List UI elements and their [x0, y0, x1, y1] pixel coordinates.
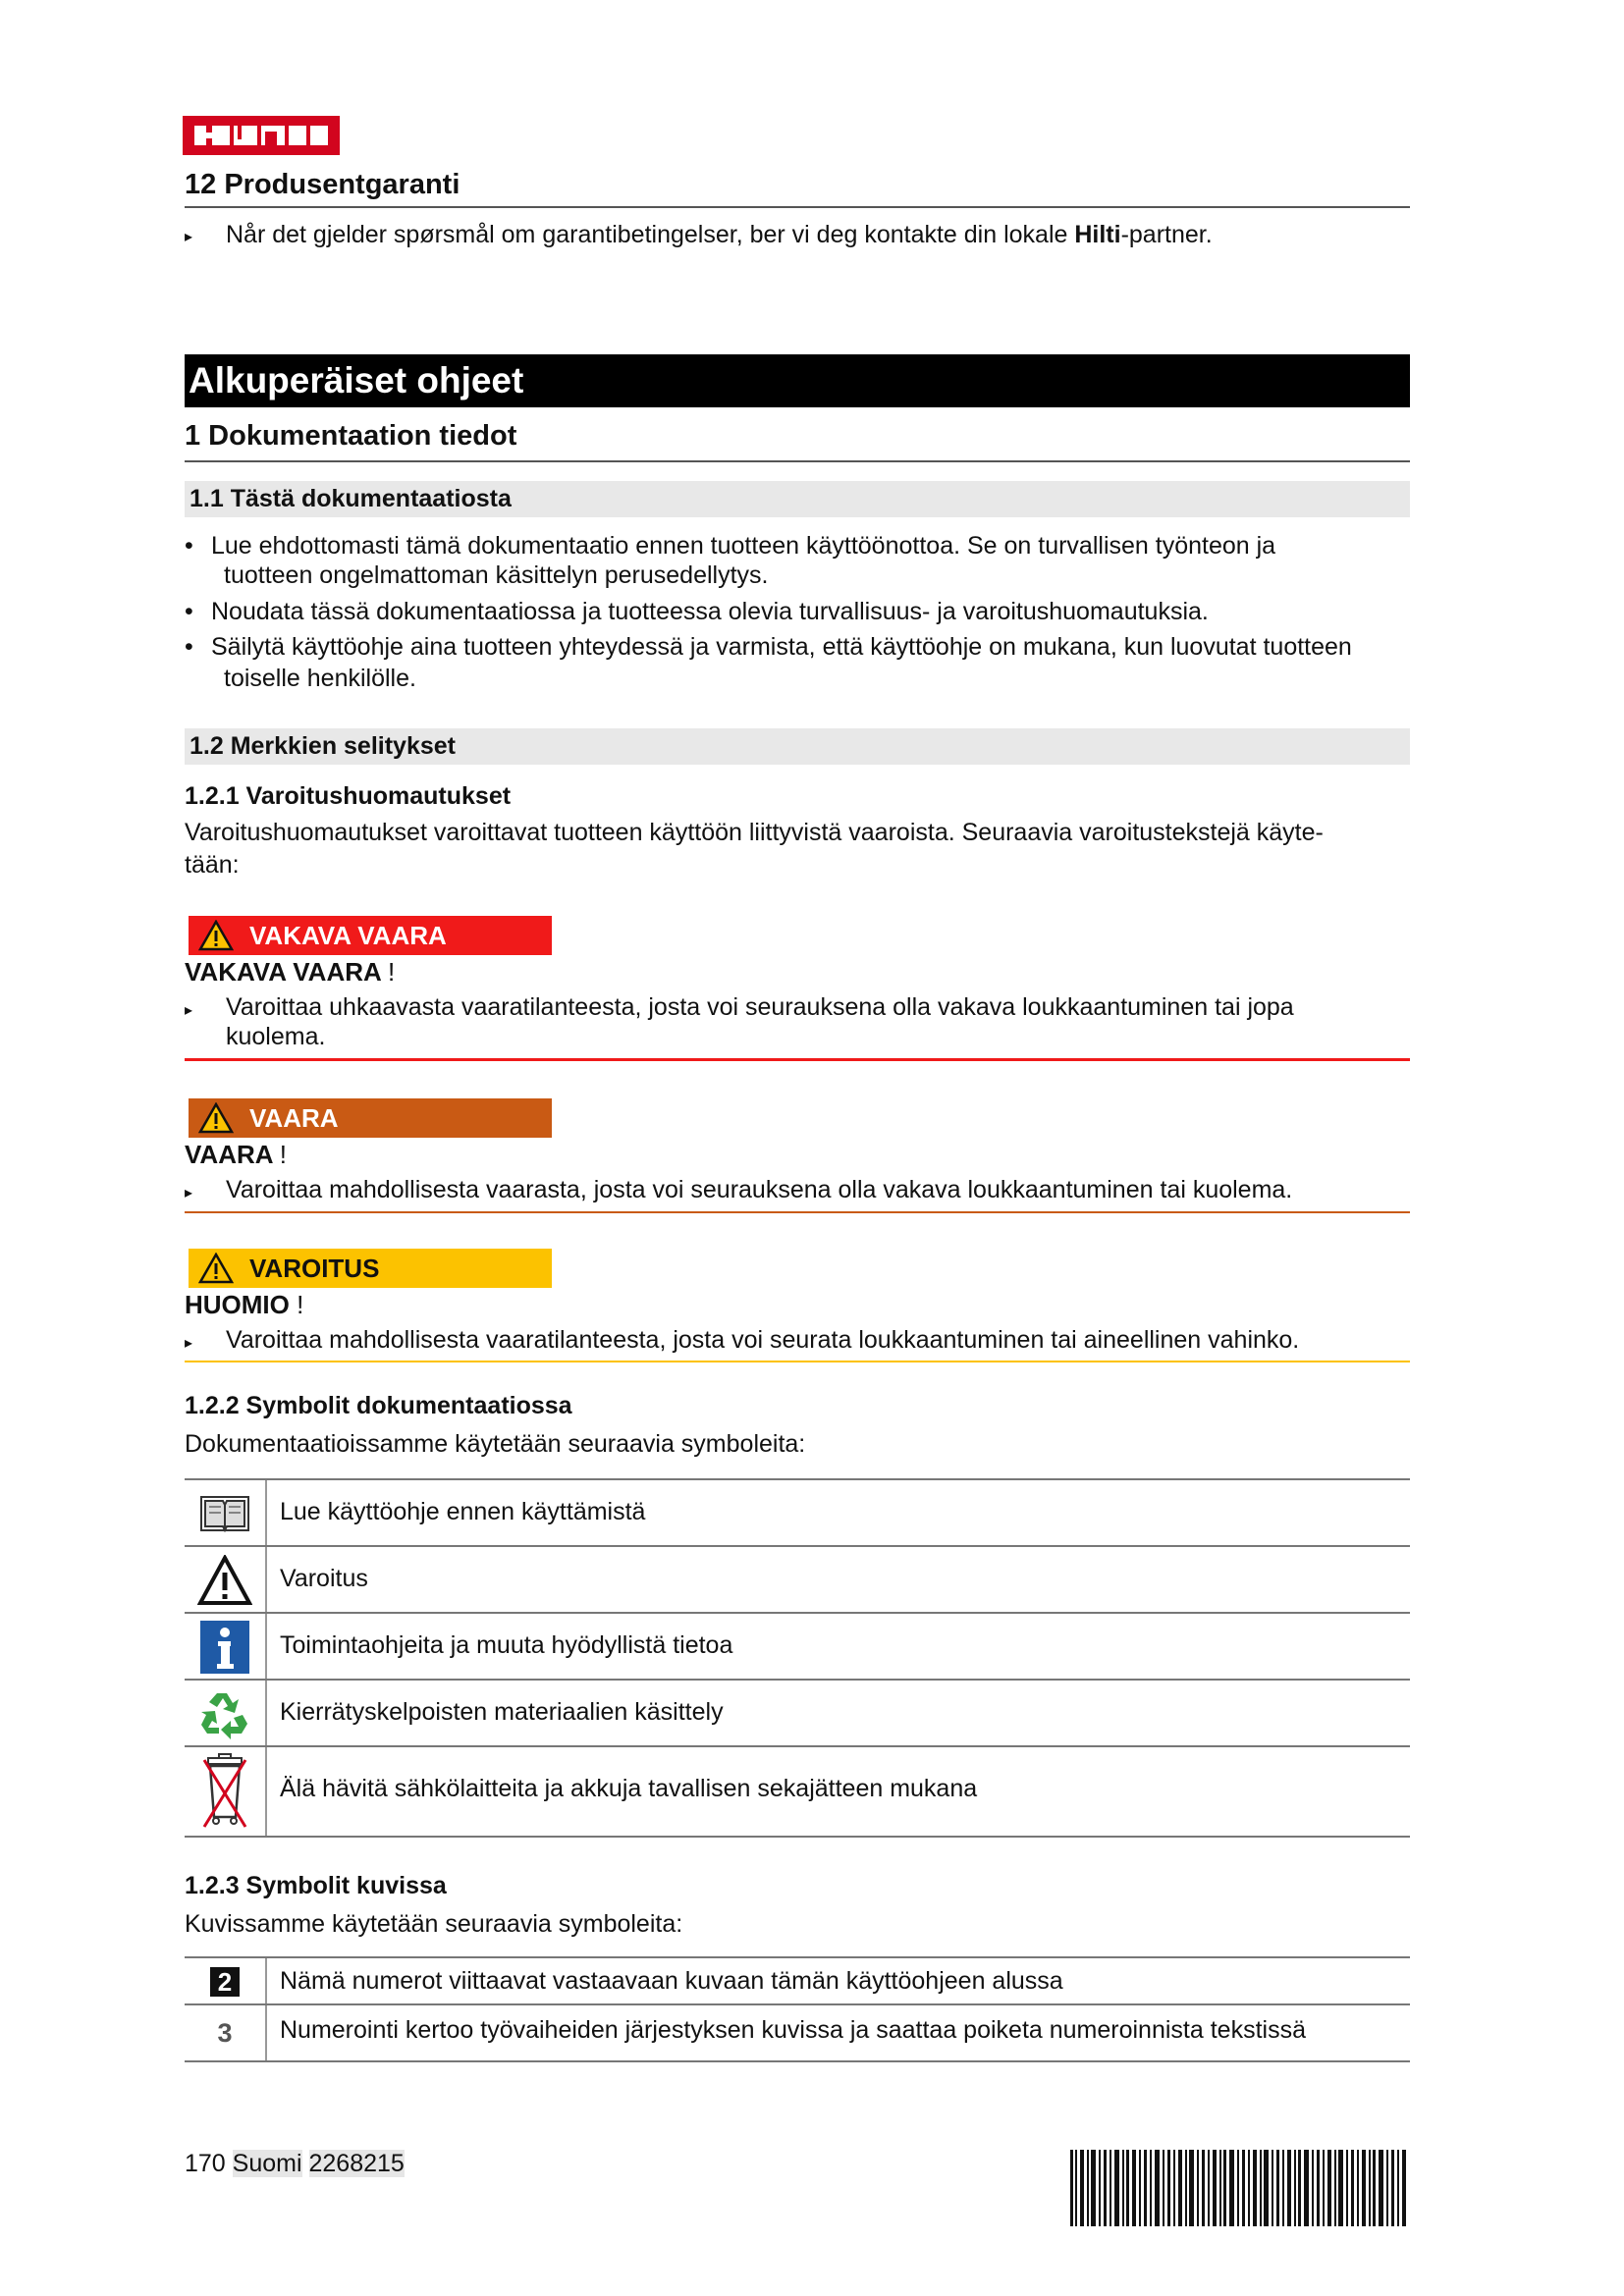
warning-icon	[198, 920, 234, 951]
list-item: Noudata tässä dokumentaatiossa ja tuotteessa olevia turvallisuus- ja varoitushuomautuksia.	[211, 598, 1209, 625]
caution-label: HUOMIO !	[185, 1290, 304, 1319]
caution-divider	[185, 1361, 1410, 1362]
arrow-icon: ▸	[185, 1185, 193, 1201]
table-row	[185, 1612, 1410, 1681]
list-item: Lue ehdottomasti tämä dokumentaatio ennen tuotteen käyttöönottoa. Se on turvallisen työnteon ja	[211, 532, 1276, 560]
table-row	[185, 1478, 1410, 1547]
symbol-description: Lue käyttöohje ennen käyttämistä	[280, 1498, 646, 1525]
list-item-continuation: toiselle henkilölle.	[224, 665, 416, 692]
symbol-description: Toimintaohjeita ja muuta hyödyllistä tietoa	[280, 1631, 733, 1659]
warning-icon	[185, 1547, 267, 1614]
warning-text-continuation: kuolema.	[226, 1023, 326, 1050]
page-number: 170	[185, 2150, 226, 2177]
section-1-2-1-heading: 1.2.1 Varoitushuomautukset	[185, 782, 512, 810]
danger-banner: VAARA	[189, 1098, 552, 1138]
table-row	[185, 1679, 1410, 1747]
bullet-dot: •	[185, 598, 193, 625]
symbol-description: Kierrätyskelpoisten materiaalien käsittely	[280, 1698, 724, 1726]
section-1-2-1-text-continuation: tään:	[185, 851, 240, 879]
bullet-dot: •	[185, 633, 193, 661]
document-symbols-table	[185, 1478, 1410, 1842]
table-row	[185, 1545, 1410, 1614]
section-1-1-heading: 1.1 Tästä dokumentaatiosta	[185, 481, 1410, 517]
table-row	[185, 1745, 1410, 1838]
page-footer	[185, 2150, 405, 2178]
figure-number-symbol: 2	[185, 1958, 267, 2005]
section-1-2-1-text: Varoitushuomautukset varoittavat tuotteen käyttöön liittyvistä vaaroista. Seuraavia varoitustekstejä käyte-	[185, 819, 1324, 846]
section-12-heading: 12 Produsentgaranti	[185, 169, 460, 200]
crossed-bin-icon	[185, 1747, 267, 1836]
arrow-icon: ▸	[185, 229, 193, 245]
table-row	[185, 2003, 1410, 2062]
divider	[185, 460, 1410, 462]
arrow-icon: ▸	[185, 1335, 193, 1352]
symbol-description: Älä hävitä sähkölaitteita ja akkuja tavallisen sekajätteen mukana	[280, 1775, 978, 1802]
arrow-icon: ▸	[185, 1002, 193, 1019]
severe-danger-banner: VAKAVA VAARA	[189, 916, 552, 955]
danger-label: VAARA !	[185, 1140, 288, 1169]
danger-divider	[185, 1211, 1410, 1213]
hilti-logo	[183, 116, 340, 155]
section-1-2-3-intro: Kuvissamme käytetään seuraavia symboleita:	[185, 1910, 683, 1938]
info-icon	[185, 1614, 267, 1681]
warning-text: Varoittaa mahdollisesta vaaratilanteesta, josta voi seurata loukkaantuminen tai aineellinen vahinko.	[226, 1326, 1300, 1354]
section-1-heading: 1 Dokumentaation tiedot	[185, 420, 517, 452]
recycle-icon	[185, 1681, 267, 1747]
list-item: Säilytä käyttöohje aina tuotteen yhteydessä ja varmista, että käyttöohje on mukana, kun luovutat tuotteen	[211, 633, 1352, 661]
section-1-2-2-intro: Dokumentaatioissamme käytetään seuraavia symboleita:	[185, 1430, 806, 1458]
table-row	[185, 1956, 1410, 2005]
list-item-continuation: tuotteen ongelmattoman käsittelyn perusedellytys.	[224, 561, 769, 589]
warning-icon	[198, 1102, 234, 1134]
caution-banner: VAROITUS	[189, 1249, 552, 1288]
warning-icon	[198, 1253, 234, 1284]
symbol-description: Numerointi kertoo työvaiheiden järjestyksen kuvissa ja saattaa poiketa numeroinnista tekstissä	[280, 2016, 1306, 2044]
book-icon	[185, 1480, 267, 1547]
section-12-bullet: Når det gjelder spørsmål om garantibetingelser, ber vi deg kontakte din lokale Hilti-partner.	[226, 221, 1213, 248]
symbol-description: Nämä numerot viittaavat vastaavaan kuvaan tämän käyttöohjeen alussa	[280, 1967, 1063, 1995]
barcode	[1070, 2150, 1408, 2226]
step-number-symbol: 3	[185, 2005, 267, 2060]
section-1-2-heading: 1.2 Merkkien selitykset	[185, 728, 1410, 765]
original-instructions-banner: Alkuperäiset ohjeet	[185, 354, 1410, 407]
document-number: 2268215	[308, 2150, 405, 2177]
figure-symbols-table	[185, 1956, 1410, 2066]
warning-text: Varoittaa uhkaavasta vaaratilanteesta, josta voi seurauksena olla vakava loukkaantuminen tai jopa	[226, 993, 1294, 1021]
warning-text: Varoittaa mahdollisesta vaarasta, josta voi seurauksena olla vakava loukkaantuminen tai kuolema.	[226, 1176, 1293, 1203]
severe-danger-label: VAKAVA VAARA !	[185, 957, 396, 987]
language-label: Suomi	[232, 2150, 302, 2177]
symbol-description: Varoitus	[280, 1565, 368, 1592]
severe-danger-divider	[185, 1058, 1410, 1061]
section-1-2-3-heading: 1.2.3 Symbolit kuvissa	[185, 1872, 447, 1899]
section-1-2-2-heading: 1.2.2 Symbolit dokumentaatiossa	[185, 1392, 572, 1419]
divider	[185, 206, 1410, 208]
bullet-dot: •	[185, 532, 193, 560]
